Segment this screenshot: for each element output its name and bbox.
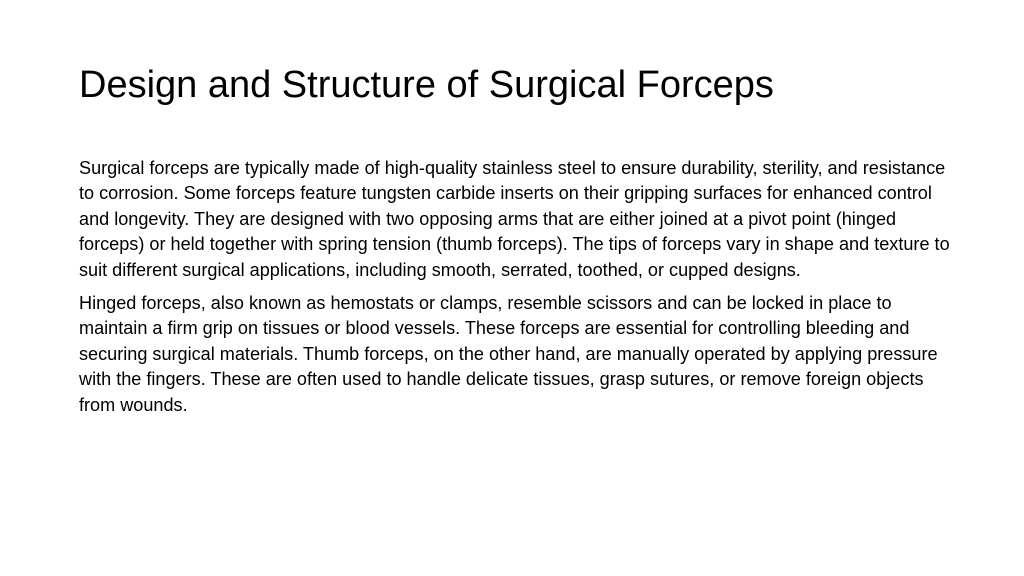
body-paragraph-2: Hinged forceps, also known as hemostats or clamps, resemble scissors and can be locked in place to maintain a firm grip on tissues or blood vessels. These forceps are essential for controlling bleeding and securing surgical materials. Thumb forceps, on the other hand, are manually operated by applying pressure with the fingers. These are often used to handle delicate tissues, grasp sutures, or remove foreign objects from wounds. [79,293,938,415]
body-paragraph-1: Surgical forceps are typically made of high-quality stainless steel to ensure durability, sterility, and resistance to corrosion. Some forceps feature tungsten carbide inserts on their gripping surfaces for enhanced control and longevity. They are designed with two opposing arms that are either joined at a pivot point (hinged forceps) or held together with spring tension (thumb forceps). The tips of forceps vary in shape and texture to suit different surgical applications, including smooth, serrated, toothed, or cupped designs. [79,158,950,280]
slide-body [79,156,959,426]
slide-title: Design and Structure of Surgical Forceps [79,64,774,106]
